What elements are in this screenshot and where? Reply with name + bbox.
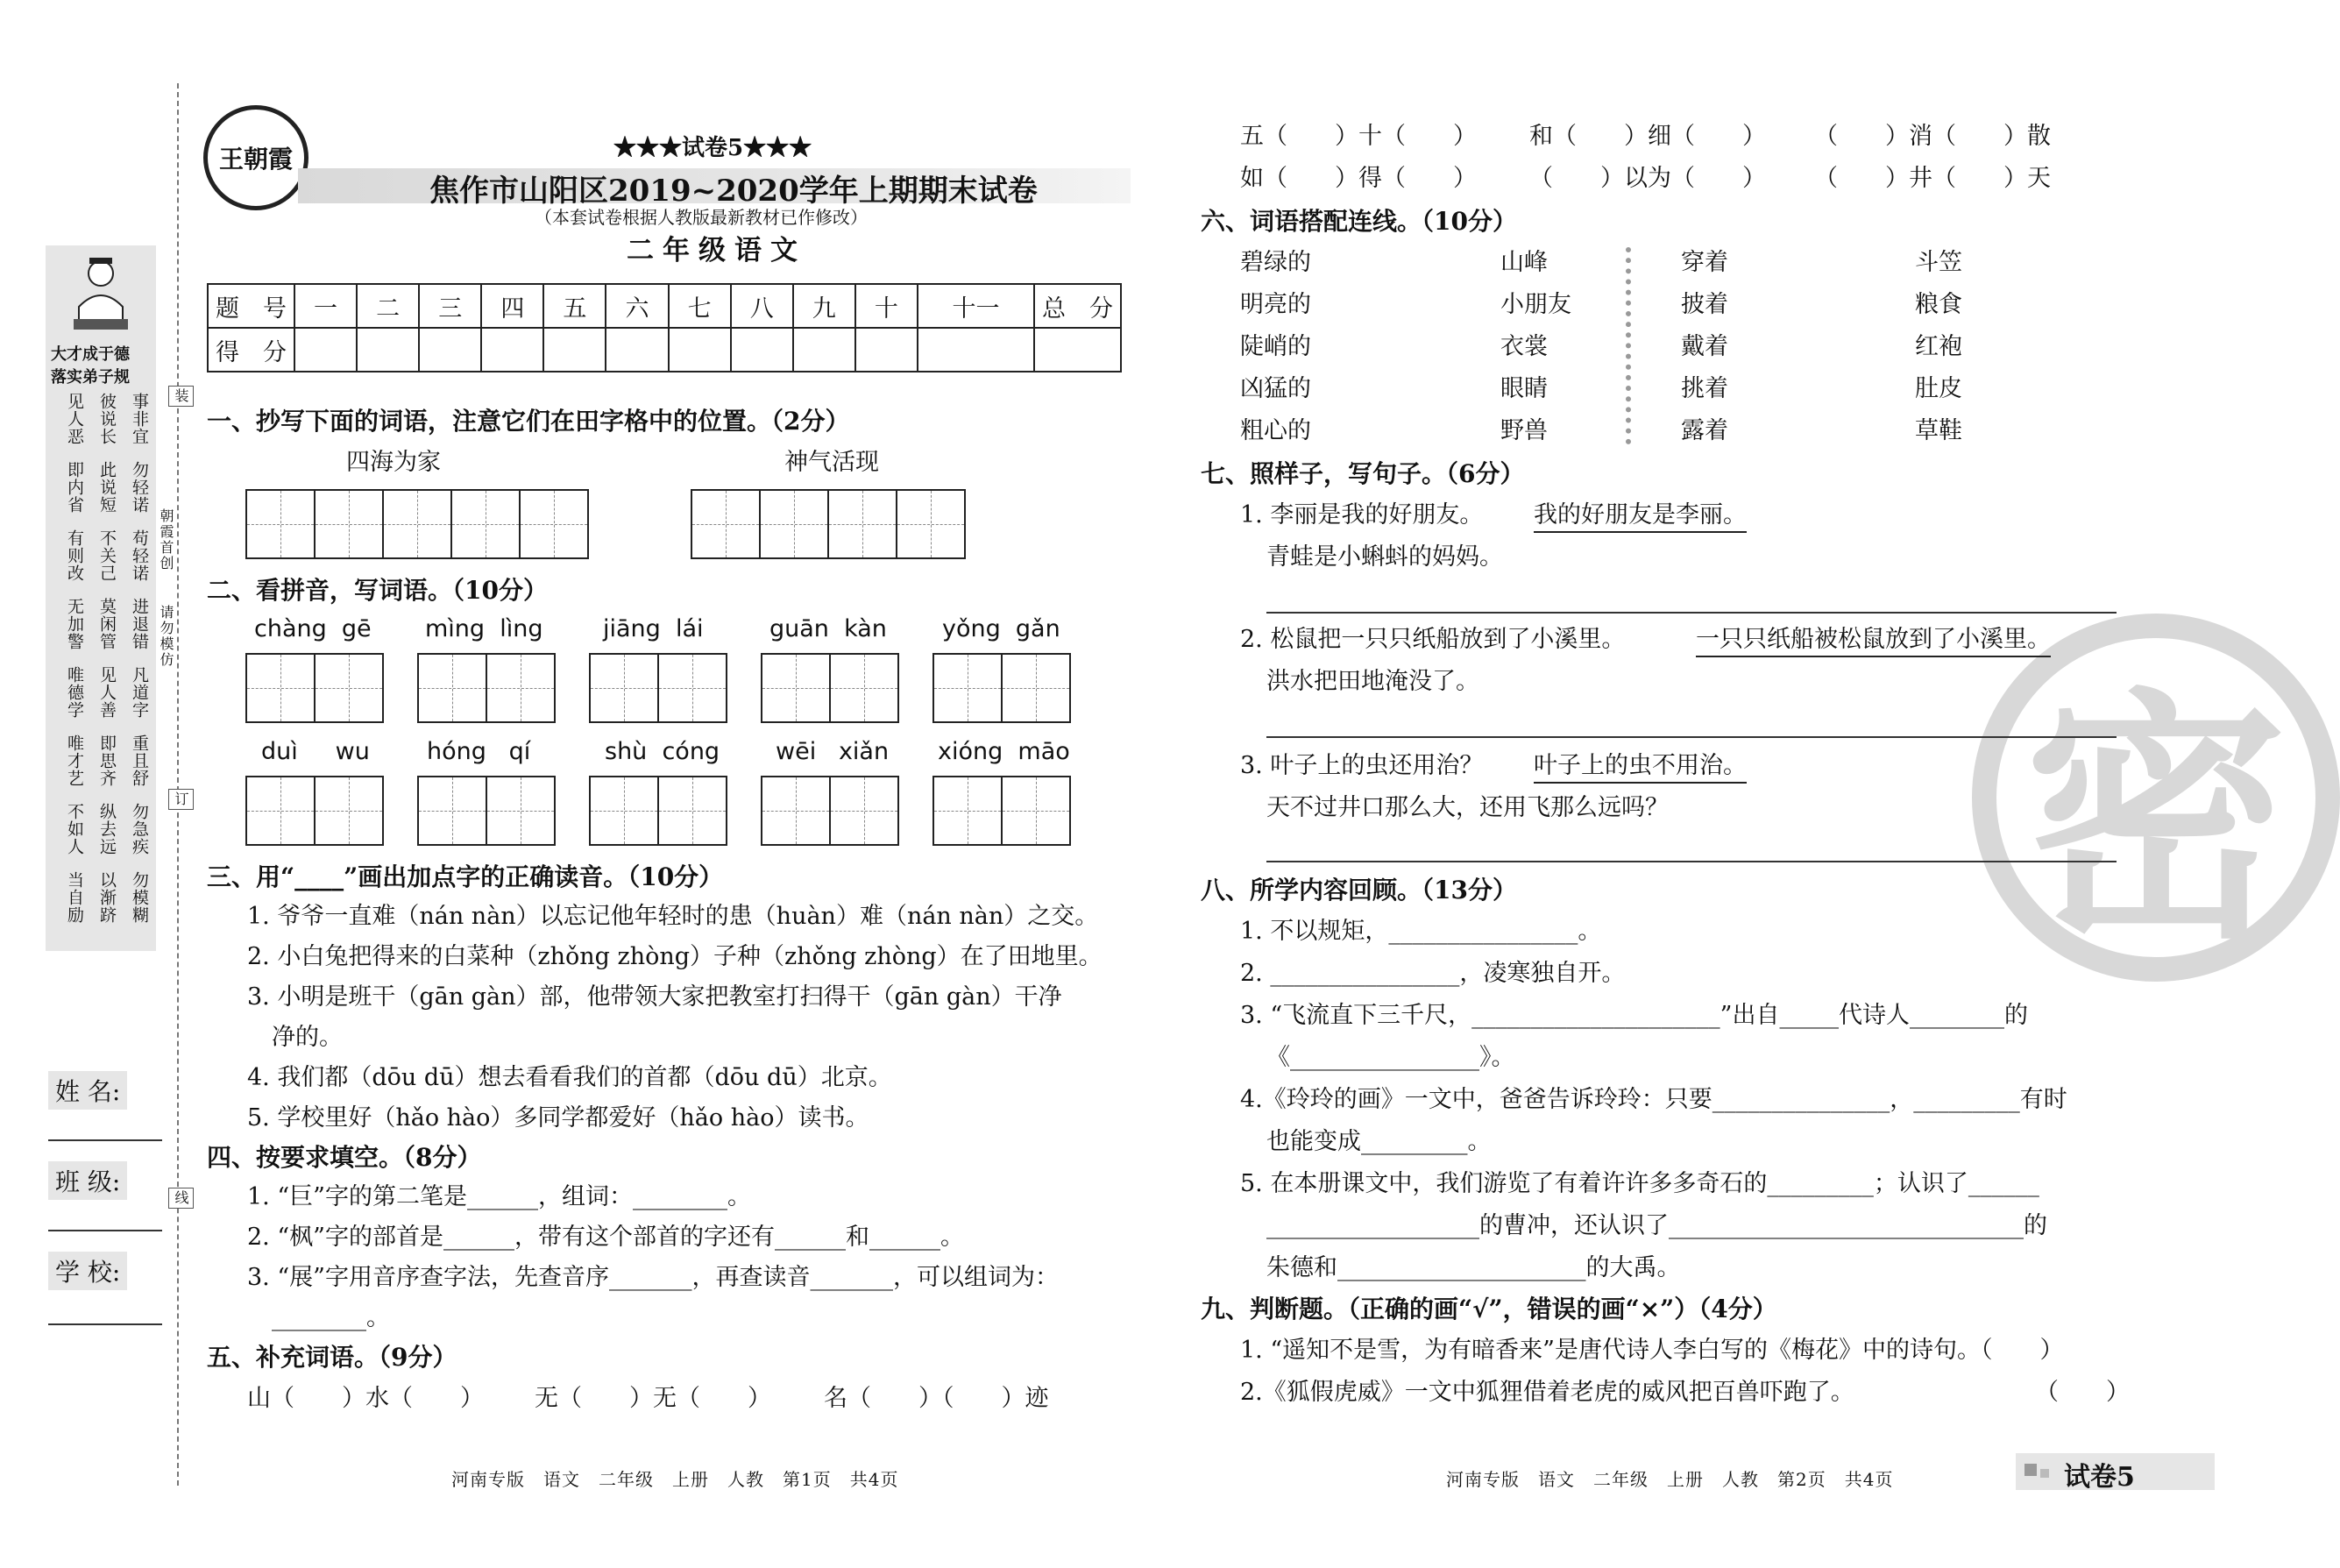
recall-line[interactable]: 3. “飞流直下三千尺，_____________________”出自_____代诗人________的 [1240, 1002, 2028, 1029]
tianzige-cell[interactable] [382, 489, 452, 559]
sec1-title: 一、抄写下面的词语，注意它们在田字格中的位置。（2分） [207, 407, 850, 436]
recall-line[interactable]: 也能变成_________。 [1266, 1128, 1492, 1155]
sec3-item: 3. 小明是班干（gān gàn）部，他带领大家把教室打扫得干（gān gàn）干净 [247, 983, 1062, 1011]
score-header-cell: 总 分 [1034, 284, 1121, 328]
virtue-col: 无加警 [65, 598, 84, 650]
match-item-d[interactable]: 粮食 [1915, 291, 1962, 318]
tianzige-cell[interactable] [829, 776, 899, 846]
binding-label-ding: 订 [168, 789, 194, 810]
name-field[interactable] [48, 1139, 162, 1141]
pinyin-grid[interactable] [589, 653, 726, 723]
recall-line[interactable]: 4.《玲玲的画》一文中，爸爸告诉玲玲：只要_______________，_________有时 [1240, 1086, 2067, 1113]
binding-note-1: 朝霞首创 [158, 508, 174, 571]
dizigui-text [53, 393, 151, 945]
virtue-col: 唯才艺 [65, 734, 84, 787]
virtue-col: 莫闲管 [97, 598, 117, 650]
badge-label: 试卷5 [2064, 1462, 2135, 1493]
tianzige-cell[interactable] [1001, 776, 1071, 846]
virtue-col: 勿急疾 [130, 803, 149, 855]
score-header-cell: 八 [731, 284, 793, 328]
score-cell[interactable] [731, 328, 793, 372]
idiom-blank[interactable]: 五（ ）十（ ） [1240, 123, 1477, 150]
tianzige-cell[interactable] [829, 653, 899, 723]
score-header-cell: 一 [294, 284, 357, 328]
answer-line[interactable] [1266, 736, 2117, 738]
score-header-cell: 五 [543, 284, 606, 328]
tianzige-cell[interactable] [519, 489, 589, 559]
virtue-col: 当自励 [65, 871, 84, 924]
tianzige-cell[interactable] [896, 489, 966, 559]
class-label: 班 级: [48, 1161, 127, 1200]
score-header-row [208, 284, 1121, 328]
binding-note-2: 请勿模仿 [158, 605, 174, 668]
motto-line-1: 大才成于德 [51, 345, 130, 364]
virtue-col: 凡道字 [130, 666, 149, 719]
pinyin-grid[interactable] [589, 776, 726, 846]
tianzige-cell[interactable] [245, 776, 316, 846]
score-cell[interactable] [793, 328, 855, 372]
match-item-a[interactable]: 凶猛的 [1240, 375, 1311, 402]
tianzige-cell[interactable] [932, 776, 1003, 846]
match-item-a[interactable]: 粗心的 [1240, 417, 1311, 444]
sec6-title: 六、词语搭配连线。（10分） [1201, 207, 1517, 236]
match-item-b[interactable]: 小朋友 [1500, 291, 1571, 318]
virtue-col: 以渐跻 [97, 871, 117, 924]
footer-right: 河南专版 语文 二年级 上册 人教 第2页 共4页 [1446, 1469, 1894, 1490]
sec8-title: 八、所学内容回顾。（13分） [1201, 876, 1517, 905]
recall-line[interactable]: 朱德和_____________________的大禹。 [1266, 1254, 1681, 1281]
virtue-col: 事非宜 [130, 393, 149, 445]
score-header-cell: 十一 [918, 284, 1034, 328]
sec1-word-1: 四海为家 [346, 449, 441, 476]
score-table [207, 283, 1122, 372]
sec1-grid-2[interactable] [691, 489, 964, 559]
score-cell[interactable] [294, 328, 357, 372]
binding-label-xian: 线 [168, 1188, 194, 1209]
tianzige-cell[interactable] [245, 653, 316, 723]
virtue-col: 勿模糊 [130, 871, 149, 924]
sec4-title: 四、按要求填空。（8分） [207, 1143, 482, 1172]
recall-line[interactable]: 1. 不以规矩，________________。 [1240, 918, 1602, 945]
pinyin-label: yǒng gǎn [942, 615, 1060, 642]
judge-item[interactable]: 2.《狐假虎威》一文中狐狸借着老虎的威风把百兽吓跑了。 [1240, 1379, 1854, 1406]
pinyin-grid[interactable] [932, 776, 1069, 846]
virtue-col: 唯德学 [65, 666, 84, 719]
score-row-label: 得 分 [208, 328, 294, 372]
score-cell[interactable] [419, 328, 481, 372]
brand-name: 王朝霞 [218, 145, 293, 174]
recall-line[interactable]: 2. ________________，凌寒独自开。 [1240, 960, 1626, 987]
idiom-blank[interactable]: 无（ ）无（ ） [535, 1385, 771, 1412]
match-divider [1626, 247, 1631, 444]
pinyin-label: shù cóng [605, 738, 720, 765]
score-cell[interactable] [606, 328, 668, 372]
sec4-item: ________。 [272, 1304, 390, 1331]
answer-line[interactable] [1266, 612, 2117, 614]
match-item-d[interactable]: 草鞋 [1915, 417, 1962, 444]
match-item-d[interactable]: 斗笠 [1915, 249, 1962, 276]
score-value-row [208, 328, 1121, 372]
subject-title: 二年级语文 [627, 235, 806, 266]
example-answer: 我的好朋友是李丽。 [1534, 500, 1747, 533]
exam-subtitle: （本套试卷根据人教版最新教材已作修改） [535, 207, 868, 228]
pinyin-label: duì wu [261, 738, 370, 765]
pinyin-label: jiāng lái [603, 615, 704, 642]
virtue-col: 此说短 [97, 461, 117, 514]
sec4-item: 2. “枫”字的部首是______，带有这个部首的字还有______和______。 [247, 1224, 964, 1251]
sec3-title: 三、用“____”画出加点字的正确读音。（10分） [207, 862, 724, 891]
match-item-a[interactable]: 陡峭的 [1240, 333, 1311, 360]
sec5-title: 五、补充词语。（9分） [207, 1343, 457, 1372]
sec3-item: 1. 爷爷一直难（nán nàn）以忘记他年轻时的患（huàn）难（nán nàn）之交。 [247, 903, 1099, 930]
name-label: 姓 名: [48, 1071, 127, 1110]
match-item-c[interactable]: 穿着 [1681, 249, 1728, 276]
pinyin-label: hóng qí [427, 738, 531, 765]
tianzige-cell[interactable] [827, 489, 897, 559]
score-header-cell: 七 [669, 284, 731, 328]
sec3-item: 2. 小白兔把得来的白菜种（zhǒng zhòng）子种（zhǒng zhòng）在了田地里。 [247, 943, 1103, 970]
tianzige-cell[interactable] [657, 776, 727, 846]
tianzige-cell[interactable] [589, 776, 659, 846]
sec3-item: 净的。 [272, 1024, 343, 1051]
score-cell[interactable] [669, 328, 731, 372]
match-item-a[interactable]: 碧绿的 [1240, 249, 1311, 276]
tianzige-cell[interactable] [417, 776, 487, 846]
match-item-b[interactable]: 山峰 [1500, 249, 1548, 276]
virtue-col: 彼说长 [97, 393, 117, 445]
example-answer: 叶子上的虫不用治。 [1534, 750, 1747, 784]
idiom-blank[interactable]: （ ）井（ ）天 [1814, 165, 2051, 192]
match-item-c[interactable]: 露着 [1681, 417, 1728, 444]
virtue-col: 不如人 [65, 803, 84, 855]
motto-line-2: 落实弟子规 [51, 368, 130, 387]
score-header-cell: 三 [419, 284, 481, 328]
pinyin-grid[interactable] [245, 776, 382, 846]
virtue-col: 即思齐 [97, 734, 117, 787]
sec4-item: 1. “巨”字的第二笔是______，组词：________。 [247, 1183, 751, 1210]
task-sentence: 天不过井口那么大，还用飞那么远吗？ [1266, 794, 1669, 821]
example-sentence: 3. 叶子上的虫还用治？ [1240, 752, 1484, 779]
judge-item[interactable]: 1. “遥知不是雪，为有暗香来”是唐代诗人李白写的《梅花》中的诗句。（ ） [1240, 1337, 2064, 1364]
tianzige-cell[interactable] [691, 489, 761, 559]
pinyin-grid[interactable] [761, 653, 897, 723]
virtue-col: 进退错 [130, 598, 149, 650]
idiom-blank[interactable]: 如（ ）得（ ） [1240, 165, 1477, 192]
brand-logo [203, 105, 308, 210]
pinyin-grid[interactable] [417, 776, 554, 846]
virtue-col: 见人善 [97, 666, 117, 719]
sec3-item: 5. 学校里好（hǎo hào）多同学都爱好（hǎo hào）读书。 [247, 1104, 869, 1132]
score-header-cell: 六 [606, 284, 668, 328]
idiom-blank[interactable]: 和（ ）细（ ） [1529, 123, 1766, 150]
recall-line[interactable]: 《________________》。 [1266, 1044, 1515, 1071]
match-item-b[interactable]: 衣裳 [1500, 333, 1548, 360]
match-item-d[interactable]: 红袍 [1915, 333, 1962, 360]
score-header-cell: 四 [481, 284, 543, 328]
score-header-cell: 二 [357, 284, 419, 328]
scholar-illustration [70, 254, 131, 337]
tianzige-cell[interactable] [314, 776, 384, 846]
score-header-cell: 十 [855, 284, 918, 328]
task-sentence: 青蛙是小蝌蚪的妈妈。 [1266, 543, 1503, 571]
example-answer: 一只只纸船被松鼠放到了小溪里。 [1696, 624, 2051, 657]
footer-left: 河南专版 语文 二年级 上册 人教 第1页 共4页 [451, 1469, 899, 1490]
virtue-col: 勿轻诺 [130, 461, 149, 514]
tianzige-cell[interactable] [1001, 653, 1071, 723]
virtue-col: 纵去远 [97, 803, 117, 855]
motto-strip [46, 245, 156, 951]
match-item-c[interactable]: 披着 [1681, 291, 1728, 318]
tianzige-cell[interactable] [314, 653, 384, 723]
binding-dashed-line [177, 83, 179, 1486]
match-item-d[interactable]: 肚皮 [1915, 375, 1962, 402]
pinyin-grid[interactable] [245, 653, 382, 723]
score-cell[interactable] [918, 328, 1034, 372]
score-header-cell: 题 号 [208, 284, 294, 328]
score-cell[interactable] [1034, 328, 1121, 372]
tianzige-cell[interactable] [486, 776, 556, 846]
score-cell[interactable] [357, 328, 419, 372]
tianzige-cell[interactable] [761, 653, 831, 723]
badge-square-icon [2040, 1469, 2049, 1478]
score-cell[interactable] [855, 328, 918, 372]
match-item-a[interactable]: 明亮的 [1240, 291, 1311, 318]
sec7-title: 七、照样子，写句子。（6分） [1201, 459, 1525, 488]
pinyin-label: xióng māo [938, 738, 1070, 765]
pinyin-grid[interactable] [417, 653, 554, 723]
badge-square-icon [2024, 1464, 2037, 1476]
sec1-grid-1[interactable] [245, 489, 587, 559]
school-field[interactable] [48, 1323, 162, 1325]
pinyin-label: guān kàn [769, 615, 887, 642]
tianzige-cell[interactable] [417, 653, 487, 723]
score-cell[interactable] [481, 328, 543, 372]
exam-title: 焦作市山阳区2019~2020学年上期期末试卷 [429, 174, 1038, 209]
watermark-seal: 密 [1972, 614, 2340, 982]
pinyin-label: chàng gē [254, 615, 372, 642]
tianzige-cell[interactable] [759, 489, 829, 559]
answer-line[interactable] [1266, 861, 2117, 862]
tianzige-cell[interactable] [761, 776, 831, 846]
virtue-col: 即内省 [65, 461, 84, 514]
pinyin-label: wēi xiǎn [776, 738, 890, 765]
virtue-col: 苟轻诺 [130, 529, 149, 582]
virtue-col: 重且舒 [130, 734, 149, 787]
match-item-c[interactable]: 挑着 [1681, 375, 1728, 402]
match-item-b[interactable]: 野兽 [1500, 417, 1548, 444]
idiom-blank[interactable]: （ ）以为（ ） [1529, 165, 1766, 192]
example-sentence: 2. 松鼠把一只只纸船放到了小溪里。 [1240, 626, 1626, 653]
idiom-blank[interactable]: （ ）消（ ）散 [1814, 123, 2051, 150]
recall-line[interactable]: __________________的曹冲，还认识了______________________________的 [1266, 1212, 2047, 1239]
tianzige-cell[interactable] [245, 489, 316, 559]
virtue-col: 见人恶 [65, 393, 84, 445]
idiom-blank[interactable]: 山（ ）水（ ） [247, 1385, 484, 1412]
recall-line[interactable]: 5. 在本册课文中，我们游览了有着许许多多奇石的_________；认识了______ [1240, 1170, 2039, 1197]
pinyin-grid[interactable] [932, 653, 1069, 723]
tianzige-cell[interactable] [657, 653, 727, 723]
virtue-col: 有则改 [65, 529, 84, 582]
example-sentence: 1. 李丽是我的好朋友。 [1240, 501, 1484, 529]
tianzige-cell[interactable] [589, 653, 659, 723]
virtue-col: 不关己 [97, 529, 117, 582]
class-field[interactable] [48, 1230, 162, 1231]
sec9-title: 九、判断题。（正确的画“√”，错误的画“×”）（4分） [1201, 1295, 1777, 1323]
tianzige-cell[interactable] [314, 489, 384, 559]
match-item-c[interactable]: 戴着 [1681, 333, 1728, 360]
match-item-b[interactable]: 眼睛 [1500, 375, 1548, 402]
school-label: 学 校: [48, 1252, 127, 1290]
sec4-item: 3. “展”字用音序查字法，先查音序_______，再查读音_______，可以组词为： [247, 1264, 1059, 1291]
task-sentence: 洪水把田地淹没了。 [1266, 668, 1479, 695]
tianzige-cell[interactable] [450, 489, 521, 559]
score-cell[interactable] [543, 328, 606, 372]
sec3-item: 4. 我们都（dōu dū）想去看看我们的首都（dōu dū）北京。 [247, 1064, 892, 1091]
tianzige-cell[interactable] [932, 653, 1003, 723]
binding-label-zhuang: 装 [168, 386, 194, 407]
judge-blank[interactable]: （ ） [2035, 1379, 2130, 1406]
series-label: ★★★试卷5★★★ [613, 135, 812, 161]
sec2-title: 二、看拼音，写词语。（10分） [207, 576, 548, 605]
idiom-blank[interactable]: 名（ ）（ ）迹 [824, 1385, 1049, 1412]
pinyin-label: mìng lìng [425, 615, 543, 642]
score-header-cell: 九 [793, 284, 855, 328]
pinyin-grid[interactable] [761, 776, 897, 846]
tianzige-cell[interactable] [486, 653, 556, 723]
sec1-word-2: 神气活现 [784, 449, 879, 476]
